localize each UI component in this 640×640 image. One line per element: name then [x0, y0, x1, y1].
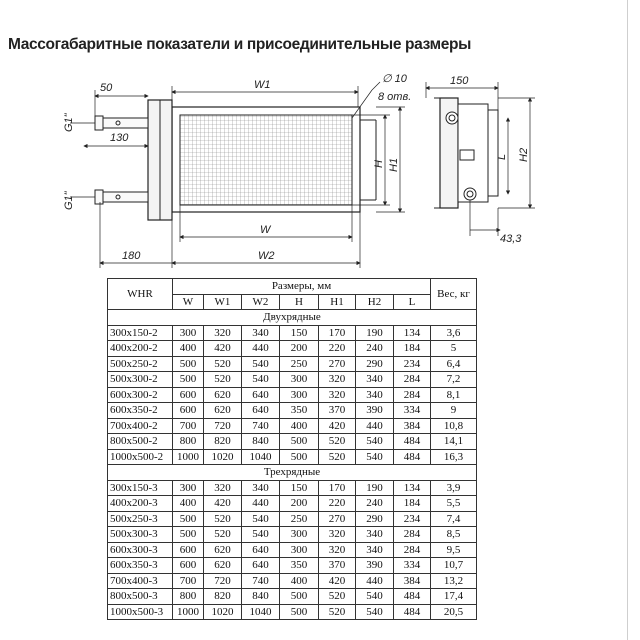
dim-43-3: 43,3	[500, 233, 522, 245]
dim-50: 50	[100, 82, 113, 94]
dim-g1-bottom: G1"	[63, 191, 75, 210]
value-cell: 320	[319, 542, 356, 558]
value-cell: 620	[204, 403, 242, 419]
column-header: H2	[356, 294, 394, 310]
value-cell: 150	[280, 480, 319, 496]
value-cell: 500	[173, 356, 204, 372]
model-cell: 300x150-2	[108, 325, 173, 341]
model-cell: 600x300-2	[108, 387, 173, 403]
value-cell: 284	[394, 387, 431, 403]
value-cell: 840	[242, 434, 280, 450]
value-cell: 334	[394, 403, 431, 419]
value-cell: 340	[356, 387, 394, 403]
header-dims-group: Размеры, мм	[173, 279, 431, 295]
value-cell: 250	[280, 356, 319, 372]
value-cell: 134	[394, 325, 431, 341]
value-cell: 284	[394, 527, 431, 543]
value-cell: 540	[242, 372, 280, 388]
dim-w: W	[260, 224, 271, 236]
model-cell: 500x250-3	[108, 511, 173, 527]
value-cell: 540	[242, 356, 280, 372]
value-cell: 520	[204, 356, 242, 372]
value-cell: 440	[356, 418, 394, 434]
value-cell: 300	[173, 480, 204, 496]
model-cell: 400x200-3	[108, 496, 173, 512]
table-row	[108, 449, 477, 465]
section-title: Трехрядные	[108, 465, 477, 481]
value-cell: 1020	[204, 449, 242, 465]
dim-w1: W1	[254, 79, 271, 91]
section-title: Двухрядные	[108, 310, 477, 326]
value-cell: 17,4	[431, 589, 477, 605]
value-cell: 540	[242, 511, 280, 527]
hole-diameter-label: ∅ 10	[382, 73, 407, 85]
value-cell: 600	[173, 542, 204, 558]
table-row	[108, 480, 477, 496]
value-cell: 14,1	[431, 434, 477, 450]
value-cell: 1000	[173, 449, 204, 465]
table-row	[108, 434, 477, 450]
column-header: H	[280, 294, 319, 310]
side-view	[434, 98, 498, 208]
value-cell: 400	[173, 496, 204, 512]
value-cell: 420	[319, 418, 356, 434]
value-cell: 740	[242, 573, 280, 589]
value-cell: 420	[319, 573, 356, 589]
value-cell: 320	[319, 387, 356, 403]
value-cell: 620	[204, 387, 242, 403]
dim-w2: W2	[258, 250, 275, 262]
value-cell: 600	[173, 403, 204, 419]
value-cell: 5,5	[431, 496, 477, 512]
table-row	[108, 604, 477, 620]
value-cell: 600	[173, 558, 204, 574]
dim-g1-top: G1"	[63, 113, 75, 132]
dim-h: H	[373, 160, 385, 168]
value-cell: 284	[394, 372, 431, 388]
value-cell: 484	[394, 604, 431, 620]
value-cell: 7,4	[431, 511, 477, 527]
value-cell: 500	[280, 449, 319, 465]
value-cell: 370	[319, 558, 356, 574]
value-cell: 300	[173, 325, 204, 341]
value-cell: 320	[204, 480, 242, 496]
value-cell: 184	[394, 341, 431, 357]
value-cell: 520	[319, 604, 356, 620]
value-cell: 520	[204, 511, 242, 527]
table-row	[108, 573, 477, 589]
value-cell: 7,2	[431, 372, 477, 388]
value-cell: 520	[204, 372, 242, 388]
value-cell: 620	[204, 558, 242, 574]
holes-count-label: 8 отв.	[378, 91, 412, 103]
value-cell: 250	[280, 511, 319, 527]
page-edge-line	[627, 0, 628, 640]
value-cell: 820	[204, 589, 242, 605]
front-view	[95, 100, 376, 220]
dim-l: L	[496, 153, 508, 160]
value-cell: 540	[356, 604, 394, 620]
value-cell: 500	[173, 527, 204, 543]
value-cell: 200	[280, 341, 319, 357]
value-cell: 10,8	[431, 418, 477, 434]
value-cell: 340	[356, 372, 394, 388]
header-model: WHR	[108, 279, 173, 310]
value-cell: 370	[319, 403, 356, 419]
model-cell: 700x400-3	[108, 573, 173, 589]
value-cell: 500	[280, 434, 319, 450]
value-cell: 484	[394, 589, 431, 605]
table-row	[108, 511, 477, 527]
table-row	[108, 356, 477, 372]
value-cell: 420	[204, 341, 242, 357]
value-cell: 1040	[242, 449, 280, 465]
value-cell: 540	[356, 589, 394, 605]
value-cell: 234	[394, 356, 431, 372]
model-cell: 500x250-2	[108, 356, 173, 372]
header-weight: Вес, кг	[431, 279, 477, 310]
table-row	[108, 341, 477, 357]
value-cell: 3,9	[431, 480, 477, 496]
value-cell: 270	[319, 511, 356, 527]
value-cell: 340	[356, 527, 394, 543]
value-cell: 520	[319, 434, 356, 450]
model-cell: 400x200-2	[108, 341, 173, 357]
value-cell: 390	[356, 403, 394, 419]
value-cell: 13,2	[431, 573, 477, 589]
value-cell: 484	[394, 434, 431, 450]
value-cell: 284	[394, 542, 431, 558]
value-cell: 640	[242, 403, 280, 419]
value-cell: 240	[356, 496, 394, 512]
value-cell: 320	[319, 527, 356, 543]
value-cell: 8,5	[431, 527, 477, 543]
model-cell: 600x300-3	[108, 542, 173, 558]
section-row	[108, 310, 477, 326]
value-cell: 150	[280, 325, 319, 341]
value-cell: 520	[319, 589, 356, 605]
value-cell: 720	[204, 418, 242, 434]
value-cell: 384	[394, 418, 431, 434]
value-cell: 300	[280, 372, 319, 388]
table-row	[108, 372, 477, 388]
section-row	[108, 465, 477, 481]
value-cell: 320	[319, 372, 356, 388]
table-body	[108, 310, 477, 620]
model-cell: 800x500-3	[108, 589, 173, 605]
value-cell: 10,7	[431, 558, 477, 574]
value-cell: 500	[280, 589, 319, 605]
dim-h1: H1	[388, 157, 400, 172]
value-cell: 190	[356, 325, 394, 341]
value-cell: 540	[356, 434, 394, 450]
value-cell: 400	[280, 418, 319, 434]
value-cell: 400	[173, 341, 204, 357]
value-cell: 334	[394, 558, 431, 574]
value-cell: 8,1	[431, 387, 477, 403]
dimensions-table	[107, 278, 477, 620]
value-cell: 520	[204, 527, 242, 543]
value-cell: 200	[280, 496, 319, 512]
value-cell: 350	[280, 403, 319, 419]
value-cell: 600	[173, 387, 204, 403]
value-cell: 270	[319, 356, 356, 372]
value-cell: 440	[356, 573, 394, 589]
value-cell: 170	[319, 480, 356, 496]
value-cell: 290	[356, 511, 394, 527]
column-header: L	[394, 294, 431, 310]
dim-h2: H2	[518, 147, 530, 162]
value-cell: 170	[319, 325, 356, 341]
value-cell: 800	[173, 589, 204, 605]
value-cell: 500	[280, 604, 319, 620]
table-row	[108, 387, 477, 403]
value-cell: 720	[204, 573, 242, 589]
value-cell: 220	[319, 341, 356, 357]
technical-drawing	[0, 60, 560, 270]
value-cell: 6,4	[431, 356, 477, 372]
value-cell: 190	[356, 480, 394, 496]
value-cell: 420	[204, 496, 242, 512]
column-header: H1	[319, 294, 356, 310]
table-row	[108, 589, 477, 605]
table-row	[108, 542, 477, 558]
table-row	[108, 527, 477, 543]
value-cell: 350	[280, 558, 319, 574]
column-header: W2	[242, 294, 280, 310]
table-row	[108, 558, 477, 574]
value-cell: 1020	[204, 604, 242, 620]
value-cell: 300	[280, 527, 319, 543]
value-cell: 400	[280, 573, 319, 589]
value-cell: 800	[173, 434, 204, 450]
value-cell: 1000	[173, 604, 204, 620]
value-cell: 390	[356, 558, 394, 574]
value-cell: 5	[431, 341, 477, 357]
value-cell: 500	[173, 511, 204, 527]
model-cell: 1000x500-3	[108, 604, 173, 620]
value-cell: 3,6	[431, 325, 477, 341]
model-cell: 1000x500-2	[108, 449, 173, 465]
value-cell: 640	[242, 387, 280, 403]
table-row	[108, 496, 477, 512]
dim-150: 150	[450, 75, 469, 87]
table-row	[108, 418, 477, 434]
value-cell: 290	[356, 356, 394, 372]
value-cell: 16,3	[431, 449, 477, 465]
value-cell: 234	[394, 511, 431, 527]
model-cell: 800x500-2	[108, 434, 173, 450]
value-cell: 320	[204, 325, 242, 341]
value-cell: 520	[319, 449, 356, 465]
column-header: W1	[204, 294, 242, 310]
model-cell: 300x150-3	[108, 480, 173, 496]
value-cell: 640	[242, 542, 280, 558]
value-cell: 700	[173, 573, 204, 589]
value-cell: 500	[173, 372, 204, 388]
model-cell: 700x400-2	[108, 418, 173, 434]
value-cell: 640	[242, 558, 280, 574]
value-cell: 184	[394, 496, 431, 512]
value-cell: 300	[280, 387, 319, 403]
value-cell: 1040	[242, 604, 280, 620]
dim-180: 180	[122, 250, 141, 262]
value-cell: 540	[242, 527, 280, 543]
page-title: Массогабаритные показатели и присоединительные размеры	[8, 36, 471, 53]
value-cell: 740	[242, 418, 280, 434]
value-cell: 9,5	[431, 542, 477, 558]
value-cell: 384	[394, 573, 431, 589]
value-cell: 20,5	[431, 604, 477, 620]
model-cell: 600x350-2	[108, 403, 173, 419]
table-row	[108, 403, 477, 419]
value-cell: 340	[242, 325, 280, 341]
value-cell: 484	[394, 449, 431, 465]
model-cell: 500x300-2	[108, 372, 173, 388]
dimensions-table-wrap	[107, 278, 477, 620]
value-cell: 820	[204, 434, 242, 450]
value-cell: 440	[242, 341, 280, 357]
value-cell: 9	[431, 403, 477, 419]
value-cell: 240	[356, 341, 394, 357]
dim-130: 130	[110, 132, 129, 144]
model-cell: 500x300-3	[108, 527, 173, 543]
value-cell: 620	[204, 542, 242, 558]
value-cell: 300	[280, 542, 319, 558]
value-cell: 700	[173, 418, 204, 434]
value-cell: 134	[394, 480, 431, 496]
value-cell: 540	[356, 449, 394, 465]
column-header: W	[173, 294, 204, 310]
model-cell: 600x350-3	[108, 558, 173, 574]
value-cell: 840	[242, 589, 280, 605]
value-cell: 440	[242, 496, 280, 512]
value-cell: 340	[356, 542, 394, 558]
table-row	[108, 325, 477, 341]
value-cell: 220	[319, 496, 356, 512]
value-cell: 340	[242, 480, 280, 496]
